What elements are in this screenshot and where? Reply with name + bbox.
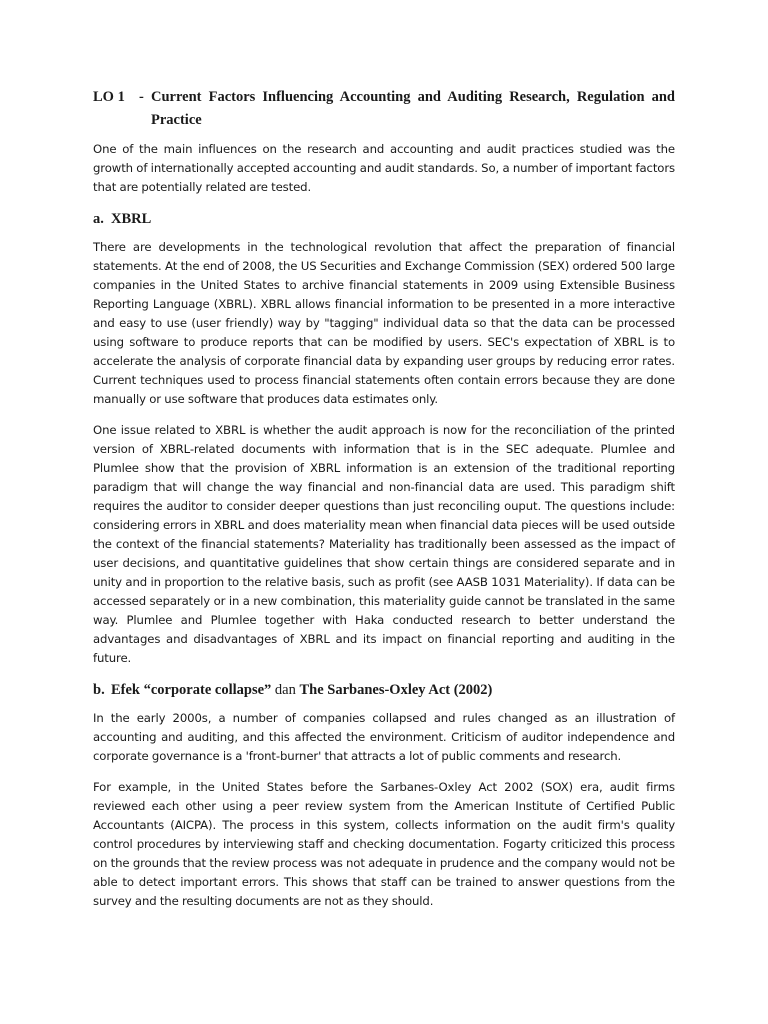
section-a-letter: a. [93, 211, 104, 227]
section-b-paragraph-2: For example, in the United States before the Sarbanes-Oxley Act 2002 (SOX) era, audit firms reviewed each other using a peer review system from the American Institute of Certified Public Accountants (AICPA). The process in this system, collects information on the audit firm's quality control procedures by interviewing staff and checking documentation. Fogarty criticized this process on the grounds that the review process was not adequate in prudence and the company would not be able to detect important errors. This shows that staff can be trained to answer questions from the survey and the resulting documents are not as they should. [93, 780, 675, 908]
section-b-paragraph-1: In the early 2000s, a number of companies collapsed and rules changed as an illustration of accounting and auditing, and this affected the environment. Criticism of auditor independence and corporate governance is a 'front-burner' that attracts a lot of public comments and research. [93, 711, 675, 763]
section-b-title-part-1: Efek “corporate collapse” [111, 682, 272, 698]
section-a-heading [93, 209, 675, 229]
section-b-title-part-2: dan [271, 682, 300, 698]
section-b-letter: b. [93, 682, 105, 698]
section-a-paragraph-1: There are developments in the technological revolution that affect the preparation of financial statements. At the end of 2008, the US Securities and Exchange Commission (SEX) ordered 500 large companies in the United States to archive financial statements in 2009 using Extensible Business Reporting Language (XBRL). XBRL allows financial information to be presented in a more interactive and easy to use (user friendly) way by "tagging" individual data so that the data can be processed using software to produce reports that can be modified by users. SEC's expectation of XBRL is to accelerate the analysis of corporate financial data by expanding user groups by reducing error rates. Current techniques used to process financial statements often contain errors because they are done manually or use software that produces data estimates only. [93, 240, 675, 406]
main-heading [93, 86, 675, 132]
section-b-heading [93, 680, 675, 700]
intro-paragraph: One of the main influences on the research and accounting and audit practices studied was the growth of internationally accepted accounting and audit standards. So, a number of important factors that are potentially related are tested. [93, 142, 675, 194]
heading-title: Current Factors Influencing Accounting and Auditing Research, Regulation and Practice [151, 89, 675, 128]
document-page [93, 86, 675, 923]
heading-dash: - [139, 89, 144, 105]
section-b-title [111, 680, 675, 700]
section-a-title: XBRL [111, 211, 152, 227]
heading-number: LO 1 [93, 89, 125, 105]
section-a-paragraph-2: One issue related to XBRL is whether the audit approach is now for the reconciliation of the printed version of XBRL-related documents with information that is in the SEC adequate. Plumlee and Plumlee show that the provision of XBRL information is an extension of the traditional reporting paradigm that will change the way financial and non-financial data are used. This paradigm shift requires the auditor to consider deeper questions than just reconciling ouput. The questions include: considering errors in XBRL and does materiality mean when financial data pieces will be used outside the context of the financial statements? Materiality has traditionally been assessed as the impact of user decisions, and quantitative guidelines that show certain things are considered separate and in unity and in proportion to the relative basis, such as profit (see AASB 1031 Materiality). If data can be accessed separately or in a new combination, this materiality guide cannot be translated in the same way. Plumlee and Plumlee together with Haka conducted research to better understand the advantages and disadvantages of XBRL and its impact on financial reporting and auditing in the future. [93, 423, 675, 665]
section-b-title-part-3: The Sarbanes-Oxley Act (2002) [299, 682, 493, 698]
